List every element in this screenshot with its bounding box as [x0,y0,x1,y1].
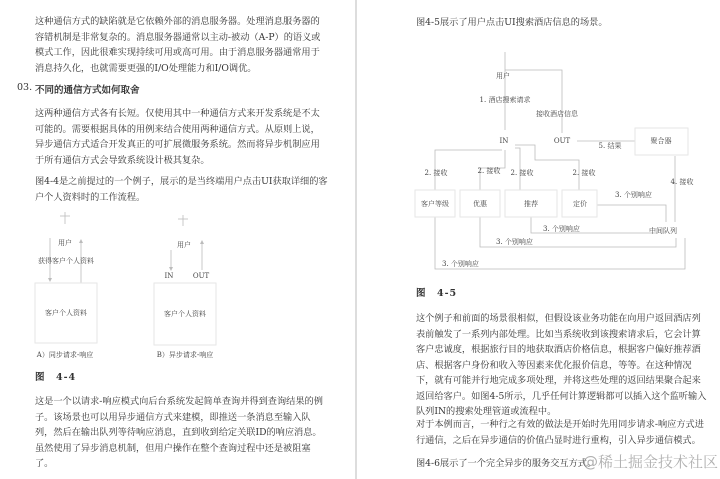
text-line: 了。 [35,458,54,469]
in-queue-label: IN [499,137,509,145]
receive-label: 2. 接收 [572,169,596,177]
figure-caption: 图 4-5 [416,288,458,299]
middle-queue-label: 中间队列 [649,227,677,235]
user-label: 用户 [177,241,191,249]
text-line: 图4-4是之前提过的一个例子，展示的是当终端用户点击UI获取详细的客 [35,176,328,187]
individual-response-label: 3. 个别响应 [442,260,479,268]
text-line: 客户忠诚度，根据旅行目的地获取酒店价格信息，根据客户偏好推荐酒 [416,344,701,355]
individual-response-label: 3. 个别响应 [543,225,580,233]
paragraph [35,394,323,472]
right-page [357,0,720,479]
out-label: OUT [192,272,210,280]
profile-label: 客户个人资料 [45,309,87,317]
text-line: 返回给客户。如图4-5所示，几乎任何计算逻辑都可以插入这个监听输入 [416,390,707,402]
text-line: 容错机制是非常复杂的。消息服务器通常以主动-被动（A-P）的语义或 [35,31,321,43]
arrowhead [48,278,52,282]
user-label: 用户 [58,239,72,247]
text-line: 模式工作，因此很难实现持续可用或高可用。由于消息服务器通常用于 [35,47,320,58]
text-line: 户个人资料时的工作流程。 [35,191,146,203]
text-line: 这个例子和前面的场景很相似，但假设该业务功能在向用户返回酒店列 [416,313,701,324]
user-icon [178,215,188,226]
out-queue-label: OUT [553,137,571,145]
receive-label: 2. 接收 [510,169,534,177]
text-line: 队列IN的搜索处理管道或流程中。 [416,406,557,417]
search-request-label: 1. 酒店搜索请求 [479,96,531,104]
user-label: 用户 [496,72,510,80]
figure-caption: 图 4-4 [35,372,77,383]
flow-lines [435,52,685,269]
caption-a: A）同步请求-响应 [36,351,94,359]
text-line: 这种通信方式的缺陷就是它依赖外部的消息服务器。处理消息服务器的 [35,16,320,27]
caption-b: B）异步请求-响应 [156,351,214,359]
arrowhead [169,267,173,271]
section-number: 03. [17,82,33,93]
paragraph [416,417,704,448]
text-line: 消息持久化，也就需要更强的I/O处理能力和I/O调优。 [35,62,257,74]
discount-label: 优惠 [473,200,487,208]
text-line: 这是一个以请求-响应模式向后台系统发起简单查询并得到查询结果的例 [35,396,323,407]
receive-4-label: 4. 接收 [670,178,694,186]
paragraph: 图4-6展示了一个完全异步的服务交互方式。 [416,458,597,469]
text-line: 可能的。需要根据具体的用例来结合使用两种通信方式。从原则上说， [35,123,320,135]
individual-response-label: 3. 个别响应 [615,191,652,199]
arrowhead [79,239,83,243]
receive-label: 2. 接收 [477,167,501,175]
request-label: 获得客户个人资料 [38,257,94,265]
text-line: 列，然后在输出队列等待响应消息，直到收到给定关联ID的响应消息。 [35,427,322,438]
receive-label: 2. 接收 [424,169,448,177]
in-label: IN [164,272,174,280]
recommend-label: 推荐 [524,200,538,208]
text-line: 于所有通信方式会导致系统设计极其复杂。 [35,154,210,166]
section-title: 不同的通信方式如何取舍 [35,85,140,96]
receive-hotel-info-label: 接收酒店信息 [536,110,578,118]
left-page [0,0,355,479]
paragraph: 图4-5展示了用户点击UI搜索酒店信息的场景。 [416,17,608,28]
aggregator-label: 聚合器 [650,137,672,145]
pricing-label: 定价 [573,200,587,208]
customer-level-label: 客户等级 [421,200,449,208]
result-label: 5. 结果 [598,142,622,150]
profile-label: 客户个人资料 [164,310,206,318]
user-icon [60,212,70,224]
text-line: 异步通信方式适合开发真正的可扩展微服务系统。然而将异步机制应用 [35,139,320,150]
text-line: 虽然使用了异步消息机制，但用户操作在整个查询过程中还是被阻塞 [35,442,311,454]
individual-response-label: 3. 个别响应 [496,238,533,246]
watermark: @稀土掘金技术社区 [583,453,719,471]
arrowhead [200,240,204,244]
text-line: 店、根据客户身份和收入等因素来优化报价信息，等等。在这种情况 [416,359,692,371]
text-line: 子。该场景也可以用异步通信方式来建模，即推送一条消息至输入队 [35,411,311,423]
paragraph [416,311,706,420]
text-line: 对于本例而言，一种行之有效的做法是开始时先用同步请求-响应方式进 [416,419,704,430]
text-line: 表前触发了一系列内部处理。比如当系统收到该搜索请求后，它会计算 [416,328,701,340]
text-line: 下，就有可能并行地完成多项处理，并将这些处理的返回结果聚合起来 [416,375,701,386]
text-line: 这两种通信方式各有长短。仅使用其中一种通信方式来开发系统是不太 [35,108,320,119]
text-line: 行通信，之后在异步通信的价值凸显时进行重构，引入异步通信模式。 [416,434,701,446]
